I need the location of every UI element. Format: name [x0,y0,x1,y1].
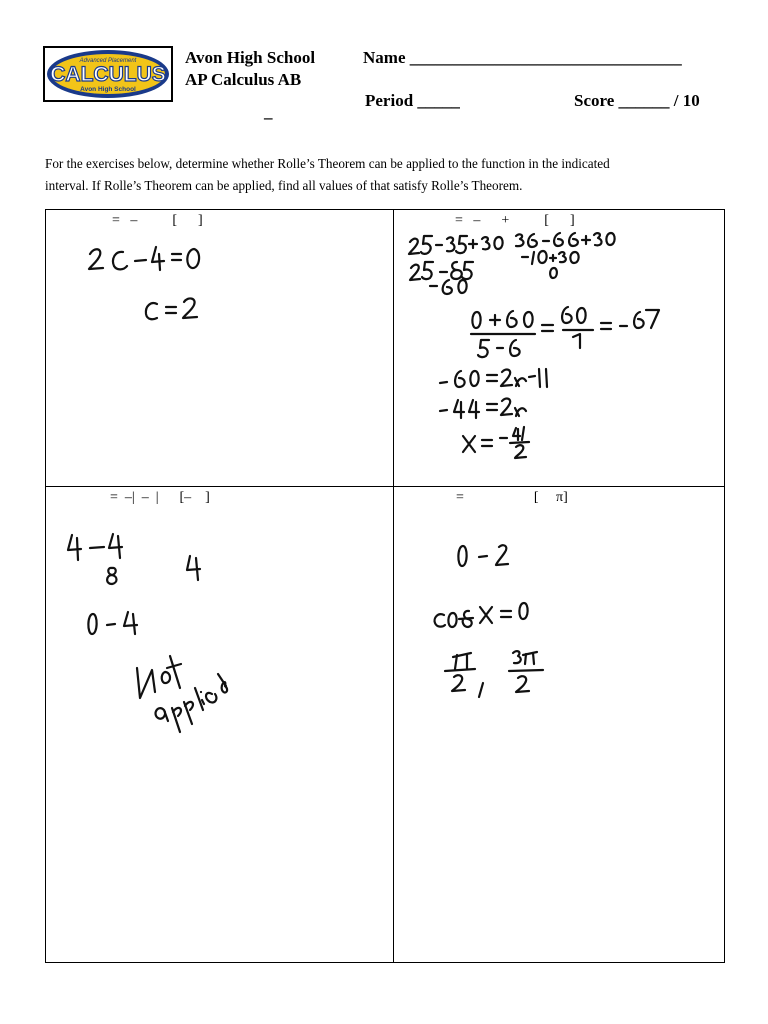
logo-bottom-text: Avon High School [80,86,136,93]
handwriting-problem-3 [60,528,230,738]
logo-top-text: Advanced Placement [79,58,137,64]
problem-4-function: = [ π] [456,490,568,505]
school-name: Avon High School [185,48,316,67]
logo-main-text: CALCULUS [50,63,166,86]
course-name: AP Calculus AB [185,70,302,89]
grid-horizontal-divider [45,486,725,487]
header-dash: – [264,108,273,127]
problem-2-function: = – + [ ] [455,213,575,228]
instructions-line-1: For the exercises below, determine whether Rolle’s Theorem can be applied to the function in the indicated [45,156,610,171]
period-field: Period _____ [365,91,460,110]
calculus-logo [43,46,173,102]
problem-3-function: = –| – | [– ] [110,490,210,505]
grid-vertical-divider [393,209,394,963]
problem-1-function: = – [ ] [112,213,203,228]
instructions-line-2: interval. If Rolle’s Theorem can be applied, find all values of that satisfy Rolle’s Theorem. [45,178,523,193]
score-field: Score ______ / 10 [574,91,700,110]
name-field: Name ________________________________ [363,48,682,67]
calculus-logo-graphic [45,48,171,100]
handwriting-problem-4 [425,535,565,705]
handwriting-problem-2 [405,230,695,462]
instructions [45,153,735,197]
handwriting-problem-1 [80,238,210,328]
